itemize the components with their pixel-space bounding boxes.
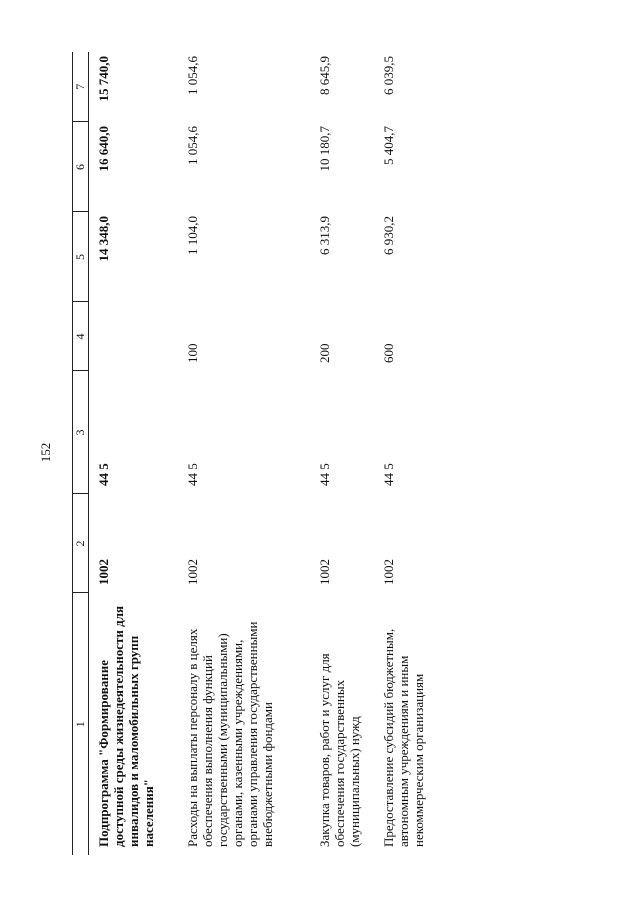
row-name: Подпрограмма "Формирование доступной среды жизнедеятельности для инвалидов и маломобильных групп населения": [96, 605, 156, 847]
row-value-6: 1 054,6: [185, 126, 200, 165]
table-row: [89, 52, 180, 855]
row-value-5: 6 930,2: [381, 216, 396, 255]
row-value-5: 1 104,0: [185, 216, 200, 255]
header-cell: 4: [73, 302, 89, 371]
row-name: Закупка товаров, работ и услуг для обеспечения государственных (муниципальных) нужд: [317, 653, 362, 847]
row-name: Расходы на выплаты персоналу в целях обеспечения выполнения функций государственными (муниципальными) органами, казенными учреждениями, органами управления государственными внебюджетными фондами: [185, 621, 275, 847]
header-cell: 1: [73, 593, 89, 855]
header-cell: 6: [73, 122, 89, 212]
row-value-5: 6 313,9: [317, 216, 332, 255]
row-target: 44 5: [381, 463, 396, 486]
row-type: [89, 302, 180, 371]
row-name: Предоставление субсидий бюджетным, автономным учреждениям и иным некоммерческим организациям: [381, 628, 426, 847]
row-type: 600: [381, 343, 396, 363]
row-target: 44 5: [96, 463, 111, 486]
page-number: 152: [38, 442, 53, 463]
row-value-7: 6 039,5: [381, 56, 396, 95]
row-value-5: 14 348,0: [96, 216, 111, 262]
row-value-7: 1 054,6: [185, 56, 200, 95]
row-value-6: 16 640,0: [96, 126, 111, 172]
row-target: 44 5: [317, 463, 332, 486]
header-cell: 3: [73, 371, 89, 494]
table-row: [179, 52, 311, 855]
row-section: 1002: [96, 559, 111, 585]
budget-table: [72, 52, 451, 855]
table-row: [311, 52, 377, 855]
row-value-6: 10 180,7: [317, 126, 332, 172]
row-section: 1002: [381, 559, 396, 585]
row-type: 100: [185, 343, 200, 363]
row-value-7: 8 645,9: [317, 56, 332, 95]
row-type: 200: [317, 343, 332, 363]
header-row: [73, 52, 89, 855]
row-value-6: 5 404,7: [381, 126, 396, 165]
table-row: [377, 52, 451, 855]
row-value-7: 15 740,0: [96, 56, 111, 102]
header-cell: 2: [73, 494, 89, 593]
row-section: 1002: [185, 559, 200, 585]
header-cell: 5: [73, 212, 89, 302]
row-section: 1002: [317, 559, 332, 585]
row-target: 44 5: [185, 463, 200, 486]
header-cell: 7: [73, 52, 89, 122]
